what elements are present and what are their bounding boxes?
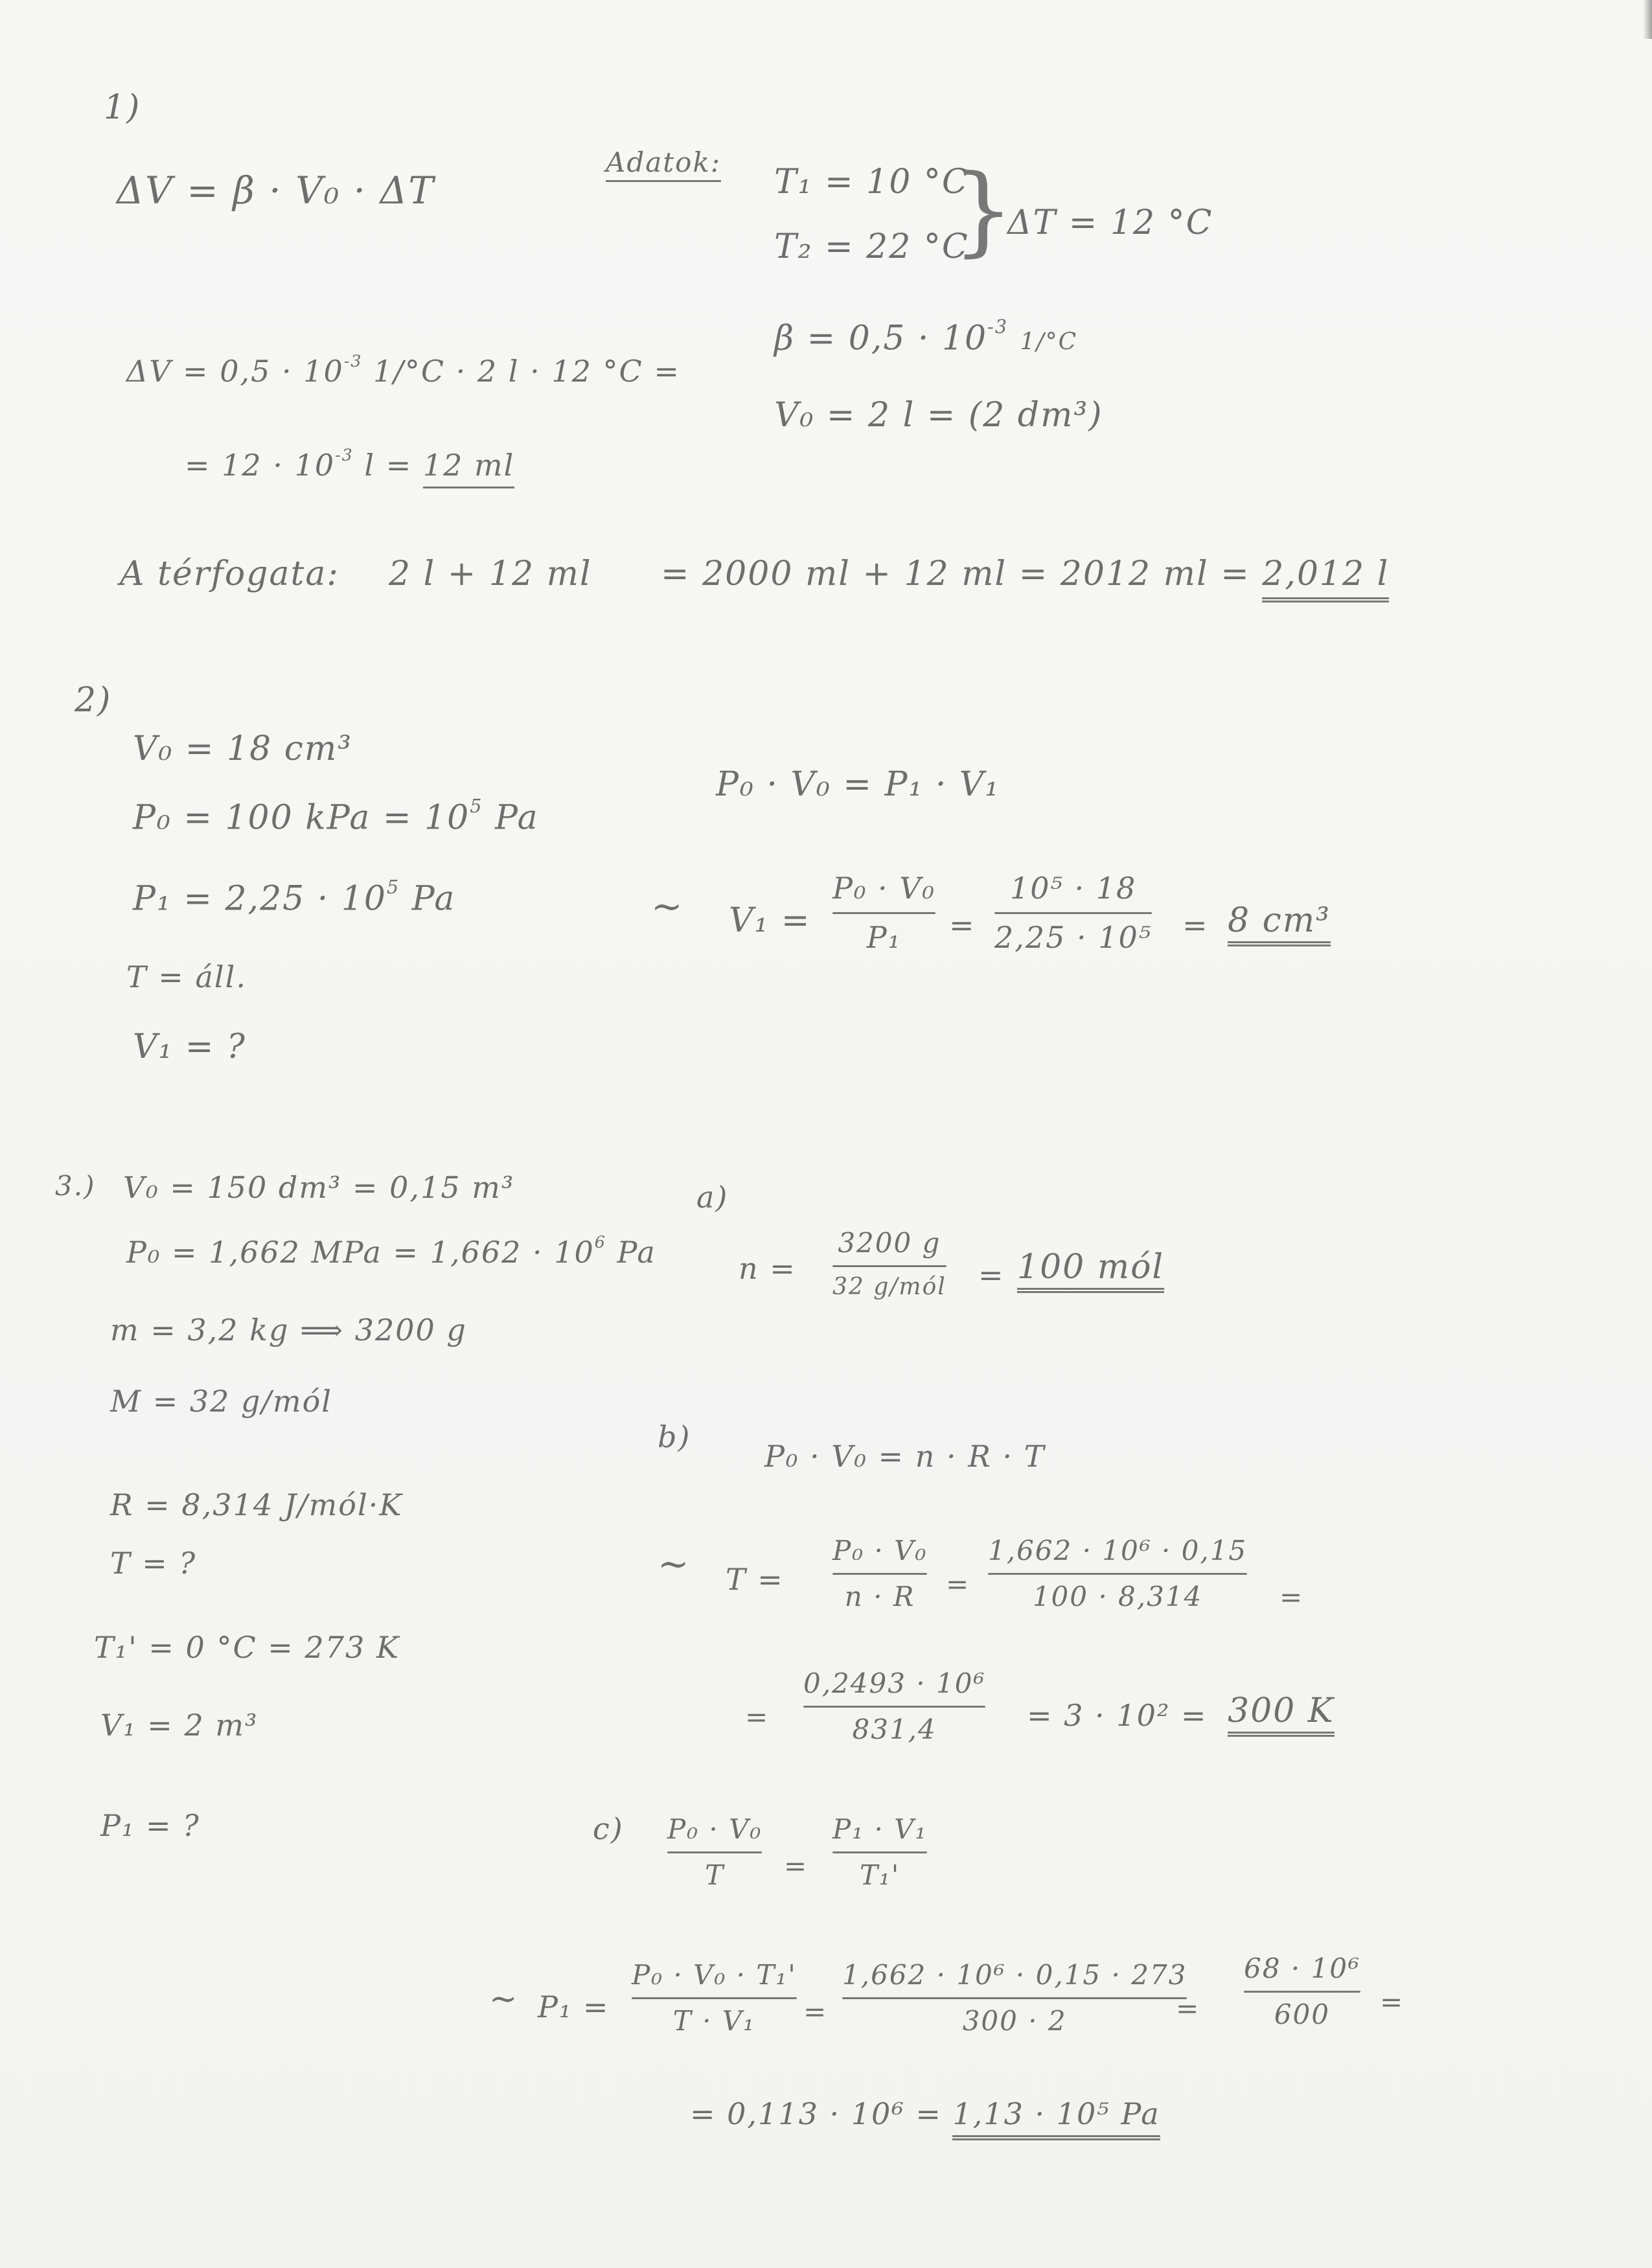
equals-sign: = — [978, 1257, 1005, 1292]
part-c-final-line: = 0,113 · 10⁶ = 1,13 · 10⁵ Pa — [690, 2099, 1160, 2129]
part-a-n-lhs: n = — [739, 1251, 796, 1286]
part-c-fraction-3: P₀ · V₀ · T₁' T · V₁ — [632, 1959, 797, 2037]
problem-1-final-result: 2,012 l — [1262, 555, 1389, 602]
ideal-gas-law: P₀ · V₀ = n · R · T — [764, 1439, 1046, 1474]
part-a-fraction: 3200 g 32 g/mól — [832, 1227, 946, 1301]
problem-2-p0: P₀ = 100 kPa = $10^5$ Pa — [133, 795, 539, 838]
equals-sign: = — [1176, 1993, 1200, 2024]
problem-1-delta-t: ΔT = 12 °C — [1007, 203, 1213, 242]
scan-edge-shadow — [1643, 0, 1652, 39]
problem-3-v0: V₀ = 150 dm³ = 0,15 m³ — [123, 1170, 515, 1205]
problem-3-mass: m = 3,2 kg ⟹ 3200 g — [110, 1312, 467, 1347]
equals-sign: = — [946, 1568, 970, 1600]
part-b-fraction-2: 1,662 · 10⁶ · 0,15 100 · 8,314 — [988, 1535, 1248, 1613]
problem-1-v0: V₀ = 2 l = (2 dm³) — [774, 396, 1103, 435]
part-b-arrow: ~ — [658, 1542, 691, 1586]
part-b-simplified: = 3 · 10² = — [1027, 1698, 1208, 1733]
part-c-arrow: ~ — [489, 1980, 519, 2019]
curly-brace-icon: } — [952, 154, 1015, 267]
equals-sign: = — [1279, 1581, 1304, 1613]
problem-2-v0: V₀ = 18 cm³ — [133, 729, 353, 768]
problem-3-v1: V₁ = 2 m³ — [100, 1708, 258, 1743]
problem-3-p0: P₀ = 1,662 MPa = $1,662 \cdot 10^6$ Pa — [126, 1233, 656, 1270]
part-b-t-lhs: T = — [726, 1562, 784, 1597]
problem-2-p1: $P_1 = 2,25 \cdot 10^5$ Pa — [133, 876, 456, 919]
problem-1-t2: T₂ = 22 °C — [774, 227, 969, 266]
part-b-fraction-1: P₀ · V₀ n · R — [832, 1535, 928, 1613]
part-c-fraction-2: P₁ · V₁ T₁' — [832, 1813, 928, 1892]
problem-2-fraction-2: 10⁵ · 18 2,25 · 10⁵ — [994, 871, 1153, 955]
problem-3-number: 3.) — [55, 1170, 96, 1202]
part-c-result: 1,13 · 10⁵ Pa — [952, 2096, 1160, 2140]
problem-1-volume-label: A térfogata: — [120, 555, 339, 593]
problem-1-calc-line-b: = $12 \cdot 10^{-3}$ l = 12 ml — [185, 447, 514, 480]
problem-1-t1: T₁ = 10 °C — [774, 163, 969, 201]
part-a-result: 100 mól — [1017, 1250, 1164, 1293]
problem-2-v1-lhs: V₁ = — [729, 901, 811, 940]
problem-1-calc-line-a: $\Delta V = 0,5 \cdot 10^{-3}$ 1/°C · 2 l · 12 °C = — [126, 352, 680, 389]
problem-3-gas-constant: R = 8,314 J/mól·K — [110, 1487, 403, 1522]
problem-1-number: 1) — [104, 88, 141, 127]
part-a-label: a) — [696, 1180, 729, 1215]
equals-sign: = — [949, 908, 976, 943]
problem-3-t1: T₁' = 0 °C = 273 K — [94, 1630, 400, 1665]
problem-2-temperature: T = áll. — [126, 959, 247, 994]
part-c-label: c) — [593, 1811, 624, 1846]
problem-2-arrow: ~ — [651, 884, 684, 928]
problem-2-fraction-1: P₀ · V₀ P₁ — [832, 871, 935, 955]
equals-sign: = — [1380, 1986, 1405, 2018]
part-c-p1-lhs: P₁ = — [538, 1989, 610, 2024]
problem-3-molar-mass: M = 32 g/mól — [110, 1384, 333, 1419]
equals-sign: = — [745, 1701, 770, 1733]
boyle-law: P₀ · V₀ = P₁ · V₁ — [716, 765, 1000, 804]
problem-2-number: 2) — [75, 681, 112, 720]
equals-sign: = — [803, 1996, 828, 2028]
problem-2-v1-unknown: V₁ = ? — [133, 1027, 246, 1066]
problem-2-result: 8 cm³ — [1228, 904, 1331, 946]
part-c-fraction-1: P₀ · V₀ T — [667, 1813, 763, 1892]
equals-sign: = — [1182, 908, 1209, 943]
problem-1-volume-sum: 2 l + 12 ml — [389, 555, 592, 593]
part-c-fraction-4: 1,662 · 10⁶ · 0,15 · 273 300 · 2 — [842, 1959, 1187, 2037]
problem-1-beta: $\beta = 0,5 \cdot 10^{-3}$ 1/°C — [774, 315, 1078, 358]
problem-3-p1-unknown: P₁ = ? — [100, 1808, 200, 1843]
part-b-result: 300 K — [1228, 1694, 1335, 1737]
problem-1-data-label: Adatok: — [606, 149, 721, 182]
equals-sign: = — [784, 1850, 809, 1882]
problem-3-t-unknown: T = ? — [110, 1546, 197, 1581]
part-b-fraction-3: 0,2493 · 10⁶ 831,4 — [803, 1667, 986, 1746]
part-c-fraction-5: 68 · 10⁶ 600 — [1244, 1953, 1360, 2031]
problem-1-volume-equation: = 2000 ml + 12 ml = 2012 ml = 2,012 l — [661, 557, 1389, 591]
problem-1-formula: ΔV = β · V₀ · ΔT — [117, 168, 435, 212]
part-b-label: b) — [658, 1419, 691, 1454]
problem-1-delta-v-result: 12 ml — [423, 448, 515, 488]
